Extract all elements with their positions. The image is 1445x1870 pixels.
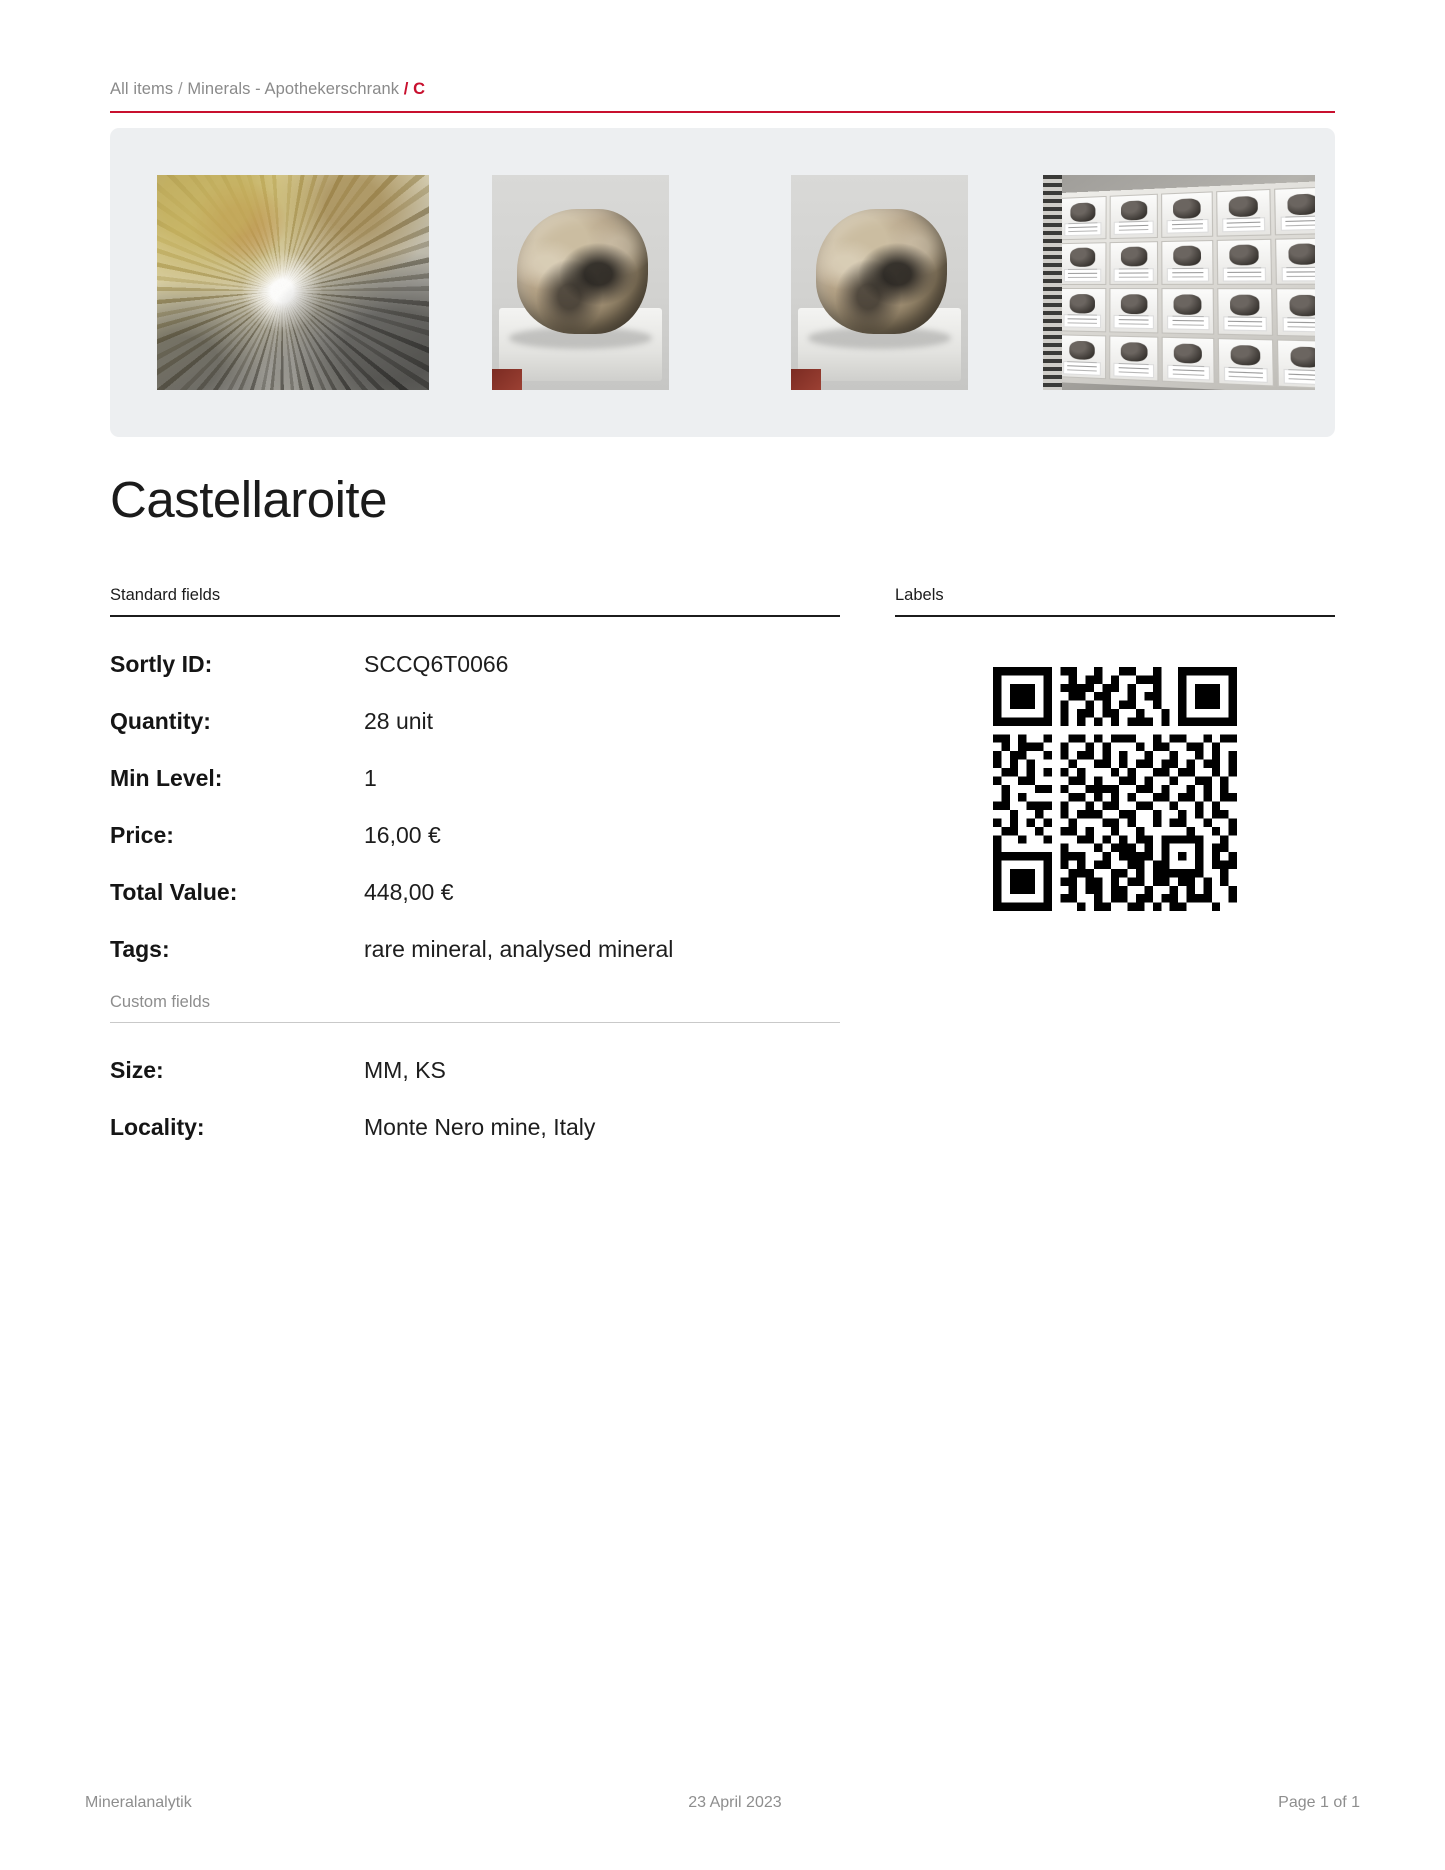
mineral-specimen — [816, 209, 947, 334]
drawer-cell — [1277, 339, 1315, 390]
image-gallery — [110, 128, 1335, 437]
field-row — [110, 822, 840, 849]
custom-fields-section — [110, 993, 840, 1142]
drawer-cell — [1058, 288, 1106, 332]
breadcrumb-item-minerals-apothekerschrank[interactable]: Minerals - Apothekerschrank — [187, 80, 400, 98]
standard-fields-rule — [110, 615, 840, 617]
custom-fields-rule — [110, 1022, 840, 1024]
field-value-total-value: 448,00 € — [364, 878, 454, 905]
standard-fields-list — [110, 651, 840, 963]
breadcrumb-current: C — [413, 80, 426, 98]
standard-fields-heading: Standard fields — [110, 586, 221, 604]
collection-drawer-photo — [1043, 175, 1315, 390]
gallery-image-4[interactable] — [1043, 175, 1315, 390]
field-label-sortly-id: Sortly ID: — [110, 650, 213, 677]
drawer-cell — [1161, 192, 1213, 238]
drawer-cell — [1218, 338, 1274, 387]
drawer-cell — [1216, 189, 1271, 236]
specimen-photo-side — [791, 175, 968, 390]
drawer-cell — [1217, 238, 1272, 285]
drawer-cell — [1274, 186, 1315, 235]
field-label-size: Size: — [110, 1057, 164, 1083]
drawer-cell — [1109, 288, 1159, 333]
field-label-price: Price: — [110, 821, 174, 848]
drawer-cell — [1059, 196, 1106, 240]
footer-left: Mineralanalytik — [85, 1794, 192, 1811]
drawer-cell — [1162, 337, 1215, 385]
field-label-tags: Tags: — [110, 935, 170, 962]
gallery-image-1[interactable] — [157, 175, 429, 390]
field-value-tags: rare mineral, analysed mineral — [364, 935, 674, 962]
drawer-cell — [1109, 241, 1158, 285]
labels-column — [895, 586, 1335, 911]
fields-column — [110, 586, 840, 1171]
footer-date: 23 April 2023 — [688, 1794, 782, 1811]
breadcrumb-separator-current: / — [403, 80, 409, 98]
qr-code-icon — [993, 667, 1237, 911]
field-value-min-level: 1 — [364, 764, 377, 791]
standard-fields-section — [110, 586, 840, 963]
breadcrumb-separator: / — [177, 80, 183, 98]
crystal-spray-photo — [157, 175, 429, 390]
field-value-locality: Monte Nero mine, Italy — [364, 1114, 596, 1140]
drawer-cell — [1276, 288, 1315, 337]
field-row — [110, 879, 840, 906]
drawer-cell — [1109, 194, 1158, 239]
field-row — [110, 708, 840, 735]
breadcrumb-underline — [110, 111, 1335, 113]
drawer-edge — [1043, 175, 1062, 390]
drawer-cell — [1058, 334, 1106, 379]
field-value-sortly-id: SCCQ6T0066 — [364, 650, 509, 677]
custom-fields-list — [110, 1057, 840, 1141]
footer-page-number: Page 1 of 1 — [1278, 1794, 1360, 1811]
field-row — [110, 765, 840, 792]
specimen-drawer — [1053, 181, 1315, 390]
page-footer — [85, 1794, 1360, 1812]
labels-heading: Labels — [895, 586, 944, 604]
gallery-image-2[interactable] — [492, 175, 669, 390]
field-row — [110, 936, 840, 963]
field-label-quantity: Quantity: — [110, 707, 211, 734]
labels-rule — [895, 615, 1335, 617]
gallery-image-3[interactable] — [791, 175, 968, 390]
drawer-cell — [1217, 288, 1273, 335]
drawer-cell — [1275, 237, 1315, 285]
field-value-price: 16,00 € — [364, 821, 441, 848]
specimen-photo-front — [492, 175, 669, 390]
breadcrumb-item-all-items[interactable]: All items — [110, 80, 174, 98]
drawer-cell — [1162, 240, 1214, 286]
page-title: Castellaroite — [110, 471, 387, 528]
breadcrumb — [110, 80, 1335, 113]
field-value-quantity: 28 unit — [364, 707, 434, 734]
field-label-locality: Locality: — [110, 1114, 205, 1140]
qr-code-wrap — [895, 667, 1335, 911]
field-row — [110, 651, 840, 678]
drawer-cell — [1109, 335, 1159, 382]
custom-fields-heading: Custom fields — [110, 992, 210, 1011]
mineral-specimen — [517, 209, 648, 334]
field-row — [110, 1114, 840, 1141]
photo-corner-artifact — [791, 369, 821, 391]
drawer-cell — [1162, 288, 1215, 334]
field-label-total-value: Total Value: — [110, 878, 238, 905]
breadcrumb-trail — [110, 80, 1335, 111]
drawer-cell — [1059, 242, 1106, 285]
field-row — [110, 1057, 840, 1084]
field-value-size: MM, KS — [364, 1057, 446, 1083]
field-label-min-level: Min Level: — [110, 764, 223, 791]
photo-corner-artifact — [492, 369, 522, 391]
